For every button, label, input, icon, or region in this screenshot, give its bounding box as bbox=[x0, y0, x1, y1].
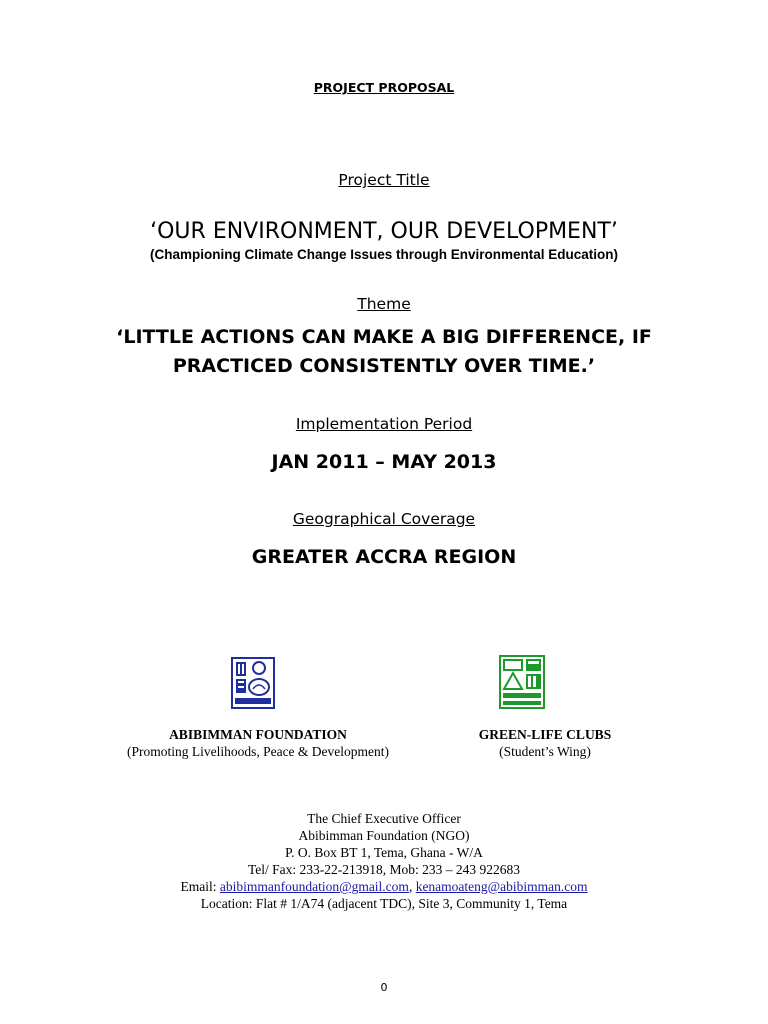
document-heading: PROJECT PROPOSAL bbox=[313, 80, 455, 95]
contact-line-2: Abibimman Foundation (NGO) bbox=[298, 828, 470, 843]
theme-label: Theme bbox=[357, 295, 411, 313]
email-link-kenamoateng[interactable]: kenamoateng@abibimman.com bbox=[415, 879, 588, 894]
email-separator: , bbox=[408, 879, 413, 894]
contact-block bbox=[0, 810, 768, 912]
contact-line-3: P. O. Box BT 1, Tema, Ghana - W/A bbox=[285, 845, 483, 860]
green-life-clubs-name: GREEN-LIFE CLUBS bbox=[478, 727, 612, 742]
green-life-clubs-tagline: (Student’s Wing) bbox=[499, 744, 591, 759]
geographical-coverage: GREATER ACCRA REGION bbox=[251, 546, 517, 568]
implementation-period-label: Implementation Period bbox=[295, 415, 473, 433]
abibimman-foundation-logo bbox=[231, 657, 275, 709]
abibimman-foundation-name: ABIBIMMAN FOUNDATION bbox=[169, 727, 347, 742]
email-label: Email: bbox=[180, 879, 217, 894]
green-life-clubs-logo bbox=[499, 655, 545, 709]
project-title-label: Project Title bbox=[338, 171, 430, 189]
project-title: ‘OUR ENVIRONMENT, OUR DEVELOPMENT’ bbox=[150, 219, 618, 244]
contact-email-line bbox=[0, 878, 768, 895]
email-link-abibimmanfoundation[interactable]: abibimmanfoundation@gmail.com bbox=[219, 879, 409, 894]
page-number: 0 bbox=[380, 981, 388, 994]
abibimman-foundation-tagline: (Promoting Livelihoods, Peace & Development) bbox=[126, 744, 390, 759]
project-subtitle: (Championing Climate Change Issues through Environmental Education) bbox=[149, 247, 619, 262]
contact-line-4: Tel/ Fax: 233-22-213918, Mob: 233 – 243 922683 bbox=[247, 862, 521, 877]
contact-location: Location: Flat # 1/A74 (adjacent TDC), Site 3, Community 1, Tema bbox=[200, 896, 568, 911]
implementation-period: JAN 2011 – MAY 2013 bbox=[271, 451, 497, 473]
theme-line-2: PRACTICED CONSISTENTLY OVER TIME.’ bbox=[172, 355, 596, 377]
geographical-coverage-label: Geographical Coverage bbox=[292, 510, 476, 528]
contact-line-1: The Chief Executive Officer bbox=[307, 811, 461, 826]
theme-line-1: ‘LITTLE ACTIONS CAN MAKE A BIG DIFFERENCE, IF bbox=[116, 326, 652, 348]
